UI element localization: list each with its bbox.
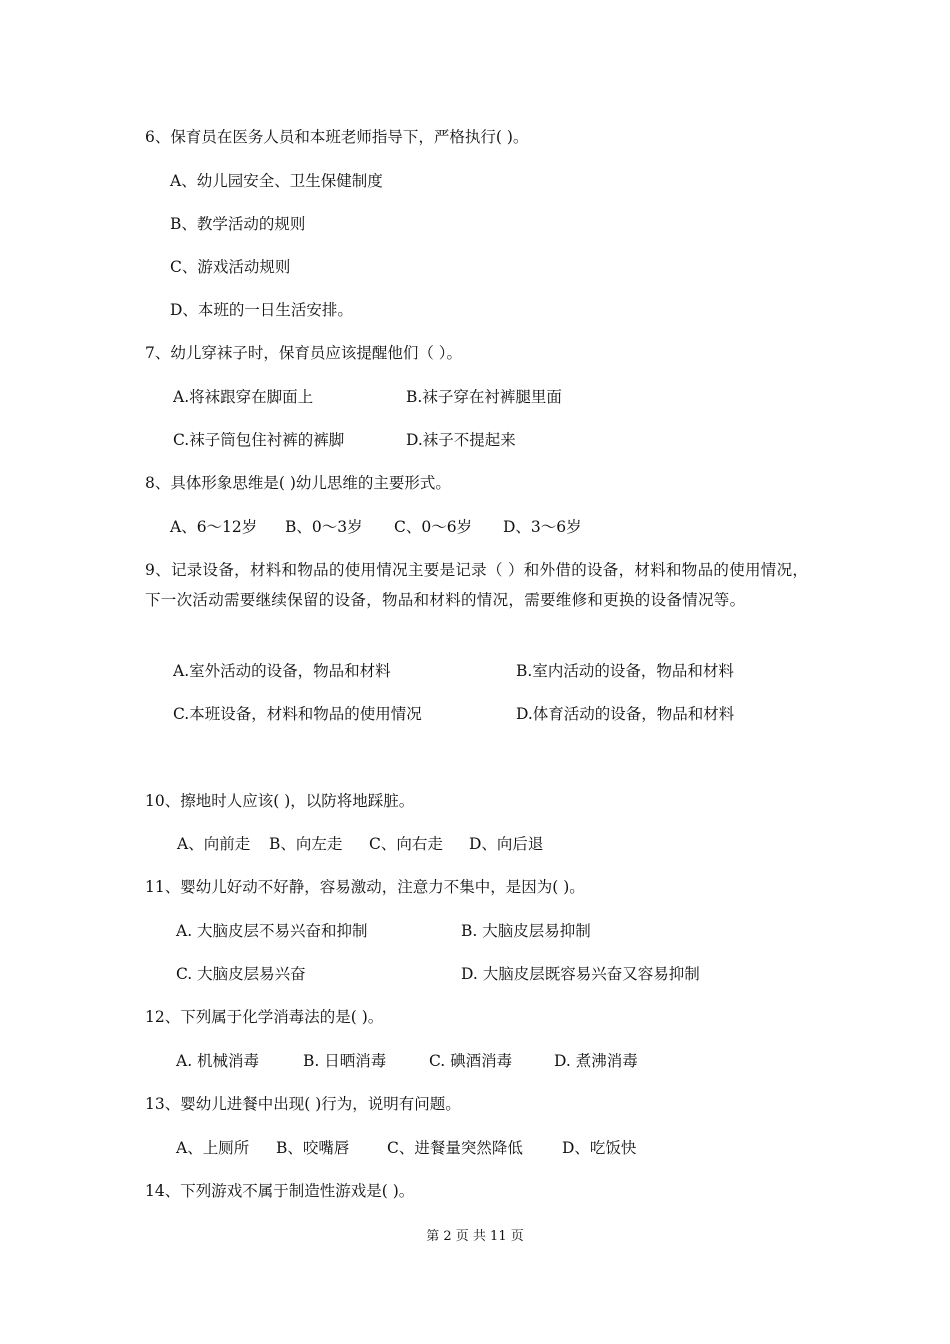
question-7-stem: 7、幼儿穿袜子时，保育员应该提醒他们（ ）。 (145, 344, 463, 362)
question-12-option-d: D. 煮沸消毒 (554, 1052, 638, 1070)
question-9-option-a: A.室外活动的设备，物品和材料 (173, 662, 391, 680)
question-11-option-d: D. 大脑皮层既容易兴奋又容易抑制 (461, 965, 700, 983)
question-13-option-b: B、咬嘴唇 (276, 1139, 350, 1157)
question-8-option-d: D、3～6岁 (503, 518, 582, 536)
question-13-option-c: C、进餐量突然降低 (387, 1139, 523, 1157)
question-10-stem: 10、擦地时人应该( )，以防将地踩脏。 (145, 792, 415, 810)
question-6-option-c: C、游戏活动规则 (170, 258, 291, 276)
question-11-option-c: C. 大脑皮层易兴奋 (176, 965, 306, 983)
question-9-option-d: D.体育活动的设备，物品和材料 (516, 705, 735, 723)
question-6-option-d: D、本班的一日生活安排。 (170, 301, 353, 319)
question-6-stem: 6、保育员在医务人员和本班老师指导下，严格执行( )。 (145, 128, 529, 146)
question-9-option-c: C.本班设备，材料和物品的使用情况 (173, 705, 422, 723)
page-footer: 第 2 页 共 11 页 (426, 1229, 524, 1244)
question-10-option-b: B、向左走 (269, 835, 343, 853)
question-14-stem: 14、下列游戏不属于制造性游戏是( )。 (145, 1182, 415, 1200)
question-13-option-a: A、上厕所 (176, 1139, 250, 1157)
question-8-option-c: C、0～6岁 (394, 518, 473, 536)
question-11-stem: 11、婴幼儿好动不好静，容易激动，注意力不集中，是因为( )。 (145, 878, 585, 896)
question-7-option-b: B.袜子穿在衬裤腿里面 (406, 388, 562, 406)
question-8-option-b: B、0～3岁 (285, 518, 363, 536)
question-12-option-a: A. 机械消毒 (176, 1052, 260, 1070)
question-12-option-c: C. 碘酒消毒 (429, 1052, 513, 1070)
question-8-stem: 8、具体形象思维是( )幼儿思维的主要形式。 (145, 474, 451, 492)
question-13-stem: 13、婴幼儿进餐中出现( )行为，说明有问题。 (145, 1095, 461, 1113)
question-7-option-c: C.袜子筒包住衬裤的裤脚 (173, 431, 345, 449)
question-9-option-b: B.室内活动的设备，物品和材料 (516, 662, 734, 680)
question-12-stem: 12、下列属于化学消毒法的是( )。 (145, 1008, 384, 1026)
question-7-option-d: D.袜子不提起来 (406, 431, 516, 449)
question-10-option-d: D、向后退 (469, 835, 544, 853)
question-8-option-a: A、6～12岁 (170, 518, 258, 536)
question-6-option-a: A、幼儿园安全、卫生保健制度 (170, 172, 383, 190)
question-11-option-a: A. 大脑皮层不易兴奋和抑制 (176, 922, 368, 940)
question-10-option-c: C、向右走 (369, 835, 443, 853)
question-9-stem: 9、记录设备，材料和物品的使用情况主要是记录（ ）和外借的设备，材料和物品的使用情况，下一次活动需要继续保留的设备，物品和材料的情况，需要维修和更换的设备情况等。 (145, 561, 809, 609)
question-6-option-b: B、教学活动的规则 (170, 215, 306, 233)
question-12-option-b: B. 日晒消毒 (303, 1052, 387, 1070)
question-10-option-a: A、向前走 (177, 835, 251, 853)
question-13-option-d: D、吃饭快 (562, 1139, 637, 1157)
question-7-option-a: A.将袜跟穿在脚面上 (173, 388, 314, 406)
question-11-option-b: B. 大脑皮层易抑制 (461, 922, 591, 940)
